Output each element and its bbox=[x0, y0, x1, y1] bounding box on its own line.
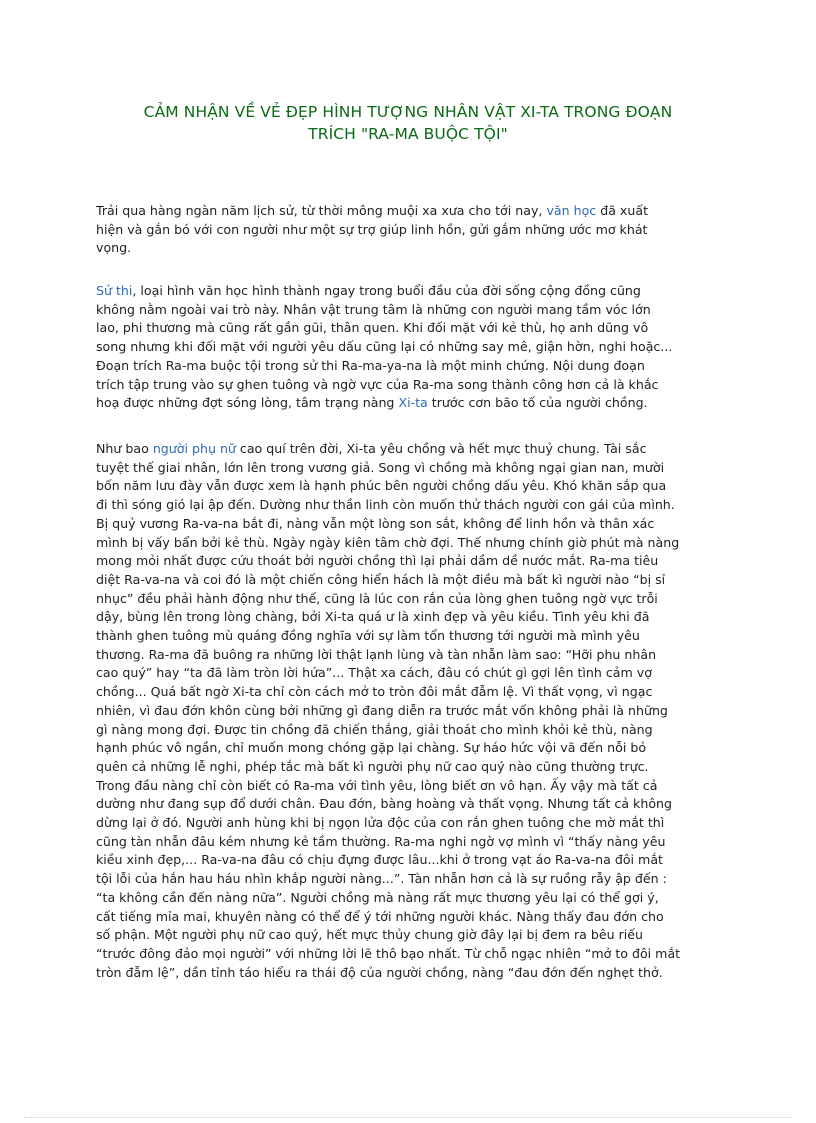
text-run: Trải qua hàng ngàn năm lịch sử, từ thời mông muội xa xưa cho tới nay, bbox=[96, 203, 547, 218]
paragraph-3-line: mong mỏi nhất được cứu thoát bởi người chồng thì lại phải dầm dề nước mắt. Ra-ma tiêu bbox=[96, 553, 659, 569]
paragraph-3-line: tuyệt thế giai nhân, lớn lên trong vương giả. Song vì chồng mà không ngại gian nan, mười bbox=[96, 459, 665, 475]
paragraph-3-line: cất tiếng mỉa mai, khuyên nàng có thể để ý tới những người khác. Nàng thấy đau đớn cho bbox=[96, 908, 664, 924]
paragraph-3-line: diệt Ra-va-na và coi đó là một chiến công hiển hách là một điều mà bất kì người nào “bị sỉ bbox=[96, 571, 666, 587]
paragraph-3-line: số phận. Một người phụ nữ cao quý, hết mực thủy chung giờ đây lại bị đem ra bêu riếu bbox=[96, 927, 644, 943]
paragraph-3-line: tròn đẫm lệ”, dần tỉnh táo hiểu ra thái độ của người chồng, nàng “đau đớn đến nghẹt thở. bbox=[96, 964, 663, 980]
paragraph-3-line: mình bị vấy bẩn bởi kẻ thù. Ngày ngày kiên tâm chờ đợi. Thế nhưng chính giờ phút mà nàng bbox=[96, 534, 680, 550]
text-run: , loại hình văn học hình thành ngay trong buổi đầu của đời sống cộng đồng cũng bbox=[132, 283, 641, 298]
paragraph-2-line-3: lao, phi thương mà cũng rất gần gũi, thân quen. Khi đối mặt với kẻ thù, họ anh dũng vô bbox=[96, 320, 649, 336]
text-run: trước cơn bão tố của người chồng. bbox=[427, 395, 648, 411]
paragraph-3-line: Bị quỷ vương Ra-va-na bắt đi, nàng vẫn một lòng son sắt, không để linh hồn và thân xác bbox=[96, 515, 655, 531]
paragraph-3-line: bốn năm lưu đày vẫn được xem là hạnh phúc bên người chồng dấu yêu. Khó khăn sắp qua bbox=[96, 478, 667, 494]
title-line-2: TRÍCH "RA-MA BUỘC TỘI" bbox=[308, 125, 508, 143]
paragraph-3-line: tội lỗi của hắn hau háu nhìn khắp người nàng...”. Tàn nhẫn hơn cả là sự ruồng rẫy ập đến : bbox=[96, 871, 667, 887]
link-su-thi[interactable]: Sử thi bbox=[96, 283, 133, 298]
paragraph-2-line-5: Đoạn trích Ra-ma buộc tội trong sử thi Ra-ma-ya-na là một minh chứng. Nội dung đoạn bbox=[96, 357, 645, 373]
paragraph-3-line: Trong đầu nàng chỉ còn biết có Ra-ma với tình yêu, lòng biết ơn vô hạn. Ấy vậy mà tất cả bbox=[96, 777, 658, 793]
paragraph-3-line: dậy, bùng lên trong lòng chàng, bởi Xi-ta quá ư là xinh đẹp và yêu kiều. Tình yêu khi đã bbox=[96, 609, 650, 625]
paragraph-3-line: kiều xinh đẹp,... Ra-va-na đâu có chịu đựng được lâu...khi ở trong vạt áo Ra-va-na đôi mắt bbox=[96, 852, 663, 868]
paragraph-3-line: hạnh phúc vô ngần, chỉ muốn mong chóng gặp lại chàng. Sự háo hức vội vã đến nỗi bỏ bbox=[96, 740, 647, 756]
text-run: đã xuất bbox=[596, 203, 649, 218]
link-nguoi-phu-nu[interactable]: người phụ nữ bbox=[152, 441, 236, 456]
paragraph-2 bbox=[96, 282, 722, 413]
paragraph-1-line-3: vọng. bbox=[96, 240, 132, 256]
paragraph-3-line: cao quý” hay “ta đã làm tròn lời hứa”... Thật xa cách, đâu có chút gì gợi lên tình cảm vợ bbox=[96, 665, 652, 681]
document-title bbox=[80, 101, 736, 145]
paragraph-2-line-4: song nhưng khi đối mặt với người yêu dấu cũng lại có những say mê, giận hờn, nghi hoặc... bbox=[96, 339, 673, 355]
paragraph-2-line-6: trích tập trung vào sự ghen tuông và ngờ vực của Ra-ma song thành công hơn cả là khắc bbox=[96, 376, 659, 392]
link-van-hoc[interactable]: văn học bbox=[546, 203, 597, 218]
paragraph-3-line: “trước đông đảo mọi người” với những lời lẽ thô bạo nhất. Từ chỗ ngạc nhiên “mở to đôi mắt bbox=[96, 945, 681, 961]
text-run: Như bao bbox=[96, 441, 153, 456]
paragraph-1 bbox=[96, 202, 722, 258]
text-run: hoạ được những đợt sóng lòng, tâm trạng nàng bbox=[96, 395, 399, 411]
paragraph-2-line-2: không nằm ngoài vai trò này. Nhân vật trung tâm là những con người mang tầm vóc lớn bbox=[96, 301, 651, 317]
link-xi-ta[interactable]: Xi-ta bbox=[398, 395, 428, 411]
paragraph-3-line: “ta không cần đến nàng nữa”. Người chồng mà nàng rất mực thương yêu lại có thể gợi ý, bbox=[96, 889, 659, 905]
paragraph-3-line: dừng lại ở đó. Người anh hùng khi bị ngọn lửa độc của con rắn ghen tuông che mờ mắt thì bbox=[96, 815, 665, 831]
paragraph-3-line: nhục” đều phải hành động như thế, cũng là lúc con rắn của lòng ghen tuông ngờ vực trỗi bbox=[96, 590, 658, 606]
paragraph-3-line: cũng tàn nhẫn đâu kém nhưng kẻ tầm thường. Ra-ma nghi ngờ vợ mình vì “thấy nàng yêu bbox=[96, 833, 666, 849]
title-line-1: CẢM NHẬN VỀ VẺ ĐẸP HÌNH TƯỢNG NHÂN VẬT XI-TA TRONG ĐOẠN bbox=[143, 103, 673, 121]
page-bottom-divider bbox=[24, 1117, 792, 1118]
paragraph-3-line-1 bbox=[96, 440, 722, 459]
paragraph-3-line: quên cả những lễ nghi, phép tắc mà bất kì người phụ nữ cao quý nào cũng thường trực. bbox=[96, 758, 649, 774]
paragraph-3-line: nhiên, vì đau đớn khôn cùng bởi những gì đang diễn ra trước mắt vốn không phải là những bbox=[96, 702, 668, 718]
paragraph-3-line: dường như đang sụp đổ dưới chân. Đau đớn, bàng hoàng và thất vọng. Nhưng tất cả không bbox=[96, 796, 673, 812]
paragraph-2-line-1 bbox=[96, 282, 722, 301]
text-run: cao quí trên đời, Xi-ta yêu chồng và hết mực thuỷ chung. Tài sắc bbox=[235, 441, 647, 456]
paragraph-1-line-2: hiện và gắn bó với con người như một sự trợ giúp linh hồn, gửi gắm những ước mơ khát bbox=[96, 221, 648, 237]
paragraph-3-line: đi thì sóng gió lại ập đến. Dường như thần linh còn muốn thử thách người con gái của mình. bbox=[96, 497, 675, 513]
paragraph-1-line-1 bbox=[96, 202, 722, 221]
paragraph-3-line: gì nàng mong đợi. Được tin chồng đã chiến thắng, giải thoát cho mình khỏi kẻ thù, nàng bbox=[96, 721, 653, 737]
paragraph-3-line: chồng... Quá bất ngờ Xi-ta chỉ còn cách mở to tròn đôi mắt đẫm lệ. Vì thất vọng, vì ngạc bbox=[96, 684, 653, 700]
paragraph-3-line: thương. Ra-ma đã buông ra những lời thật lạnh lùng và tàn nhẫn làm sao: “Hỡi phu nhân bbox=[96, 646, 657, 662]
paragraph-3-line: thành ghen tuông mù quáng đồng nghĩa với sự làm tổn thương tới người mà mình yêu bbox=[96, 628, 640, 644]
paragraph-2-line-7 bbox=[96, 394, 722, 413]
paragraph-3 bbox=[96, 440, 722, 982]
